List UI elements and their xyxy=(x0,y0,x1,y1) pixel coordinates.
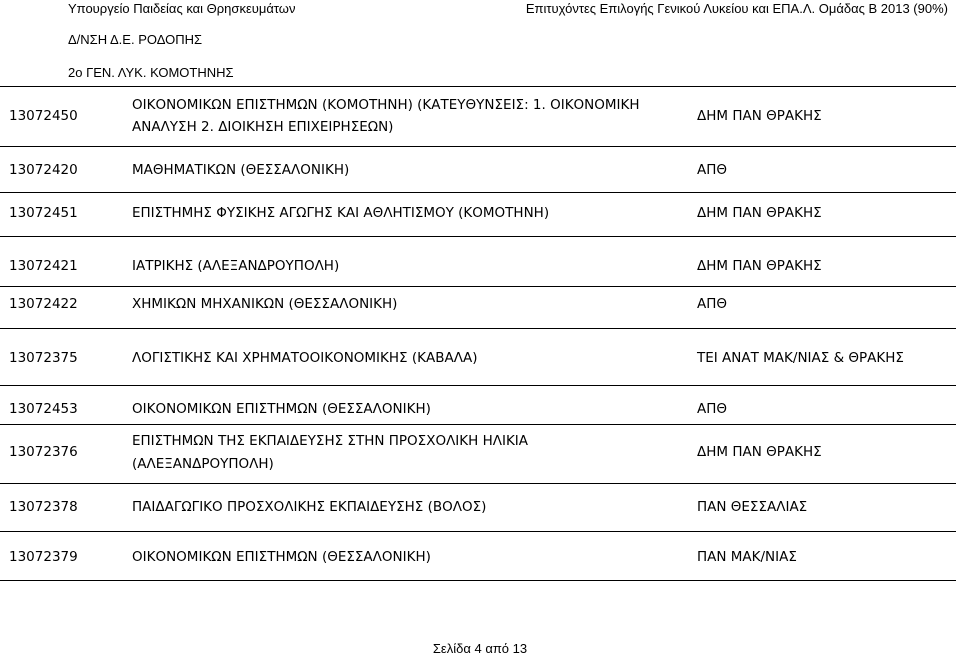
school-label: 2ο ΓΕΝ. ΛΥΚ. ΚΟΜΟΤΗΝΗΣ xyxy=(68,65,234,80)
course-name-line: (ΑΛΕΞΑΝΔΡΟΥΠΟΛΗ) xyxy=(132,456,274,472)
document-title: Επιτυχόντες Επιλογής Γενικού Λυκείου και ΕΠΑ.Λ. Ομάδας Β 2013 (90%) xyxy=(525,1,948,16)
page-number: Σελίδα 4 από 13 xyxy=(432,641,528,656)
course-name-line: ΠΑΙΔΑΓΩΓΙΚΟ ΠΡΟΣΧΟΛΙΚΗΣ ΕΚΠΑΙΔΕΥΣΗΣ (ΒΟΛΟΣ) xyxy=(132,499,487,515)
course-name-line: ΜΑΘΗΜΑΤΙΚΩΝ (ΘΕΣΣΑΛΟΝΙΚΗ) xyxy=(132,162,350,178)
university: ΔΗΜ ΠΑΝ ΘΡΑΚΗΣ xyxy=(697,108,822,124)
course-name-line: ΟΙΚΟΝΟΜΙΚΩΝ ΕΠΙΣΤΗΜΩΝ (ΘΕΣΣΑΛΟΝΙΚΗ) xyxy=(132,401,431,417)
row-divider xyxy=(0,531,956,532)
course-code: 13072451 xyxy=(9,205,78,221)
university: ΑΠΘ xyxy=(697,296,728,312)
row-divider xyxy=(0,236,956,237)
university: ΔΗΜ ΠΑΝ ΘΡΑΚΗΣ xyxy=(697,258,822,274)
university: ΔΗΜ ΠΑΝ ΘΡΑΚΗΣ xyxy=(697,205,822,221)
university: ΑΠΘ xyxy=(697,162,728,178)
university: ΔΗΜ ΠΑΝ ΘΡΑΚΗΣ xyxy=(697,444,822,460)
row-divider xyxy=(0,424,956,425)
row-divider xyxy=(0,86,956,87)
row-divider xyxy=(0,328,956,329)
row-divider xyxy=(0,192,956,193)
course-code: 13072379 xyxy=(9,549,78,565)
course-code: 13072421 xyxy=(9,258,78,274)
ministry-header: Υπουργείο Παιδείας και Θρησκευμάτων xyxy=(68,1,296,16)
course-code: 13072450 xyxy=(9,108,78,124)
row-divider xyxy=(0,146,956,147)
course-code: 13072378 xyxy=(9,499,78,515)
course-name-line: ΕΠΙΣΤΗΜΩΝ ΤΗΣ ΕΚΠΑΙΔΕΥΣΗΣ ΣΤΗΝ ΠΡΟΣΧΟΛΙΚΗ ΗΛΙΚΙΑ xyxy=(132,433,529,449)
directorate-label: Δ/ΝΣΗ Δ.Ε. ΡΟΔΟΠΗΣ xyxy=(68,32,203,47)
course-name-line: ΧΗΜΙΚΩΝ ΜΗΧΑΝΙΚΩΝ (ΘΕΣΣΑΛΟΝΙΚΗ) xyxy=(132,296,398,312)
row-divider xyxy=(0,483,956,484)
university: ΠΑΝ ΘΕΣΣΑΛΙΑΣ xyxy=(697,499,808,515)
course-name-line: ΛΟΓΙΣΤΙΚΗΣ ΚΑΙ ΧΡΗΜΑΤΟΟΙΚΟΝΟΜΙΚΗΣ (ΚΑΒΑΛΑ) xyxy=(132,350,478,366)
university: ΤΕΙ ΑΝΑΤ ΜΑΚ/ΝΙΑΣ & ΘΡΑΚΗΣ xyxy=(697,350,904,366)
row-divider xyxy=(0,385,956,386)
course-name-line: ΟΙΚΟΝΟΜΙΚΩΝ ΕΠΙΣΤΗΜΩΝ (ΘΕΣΣΑΛΟΝΙΚΗ) xyxy=(132,549,431,565)
course-code: 13072422 xyxy=(9,296,78,312)
course-code: 13072375 xyxy=(9,350,78,366)
course-name-line: ΟΙΚΟΝΟΜΙΚΩΝ ΕΠΙΣΤΗΜΩΝ (ΚΟΜΟΤΗΝΗ) (ΚΑΤΕΥΘΥΝΣΕΙΣ: 1. ΟΙΚΟΝΟΜΙΚΗ xyxy=(132,97,640,113)
course-name-line: ΑΝΑΛΥΣΗ 2. ΔΙΟΙΚΗΣΗ ΕΠΙΧΕΙΡΗΣΕΩΝ) xyxy=(132,119,394,135)
course-name-line: ΙΑΤΡΙΚΗΣ (ΑΛΕΞΑΝΔΡΟΥΠΟΛΗ) xyxy=(132,258,340,274)
row-divider xyxy=(0,580,956,581)
university: ΠΑΝ ΜΑΚ/ΝΙΑΣ xyxy=(697,549,797,565)
row-divider xyxy=(0,286,956,287)
university: ΑΠΘ xyxy=(697,401,728,417)
course-code: 13072376 xyxy=(9,444,78,460)
course-code: 13072420 xyxy=(9,162,78,178)
course-code: 13072453 xyxy=(9,401,78,417)
course-name-line: ΕΠΙΣΤΗΜΗΣ ΦΥΣΙΚΗΣ ΑΓΩΓΗΣ ΚΑΙ ΑΘΛΗΤΙΣΜΟΥ (ΚΟΜΟΤΗΝΗ) xyxy=(132,205,550,221)
